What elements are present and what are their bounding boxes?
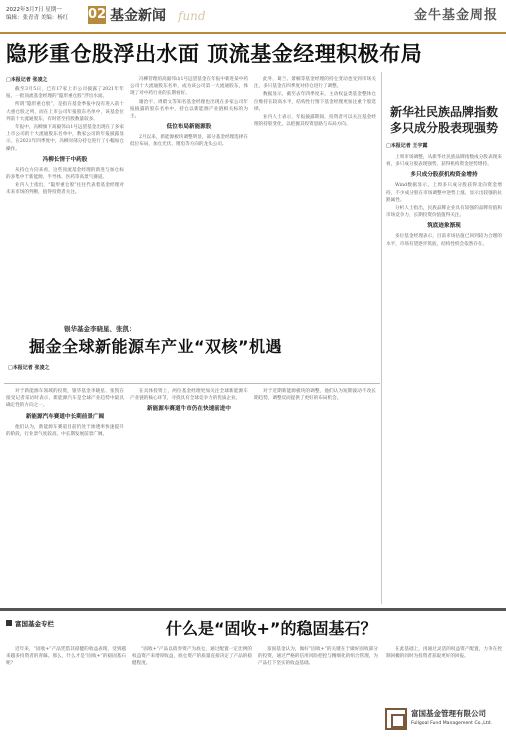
square-icon	[6, 620, 12, 626]
lead-subhead: 冯柳长情于中药股	[42, 156, 88, 163]
feature-paragraph: 在具体投资上，两位基金经理更加关注全球新能源车产业链的核心环节，寻找具有全球竞争力的优质企业。	[130, 389, 248, 402]
column-paragraph: “固收+”产品以债券资产为底仓，通过配置一定比例的权益资产来增厚收益，底仓资产的质量直接决定了产品的稳健程度。	[132, 647, 252, 667]
section-separator	[0, 608, 506, 611]
lead-paragraph: 业内人士指出，“隐形重仓股”往往代表着基金经理对未来市场的判断，值得投资者关注。	[6, 183, 124, 196]
feature-byline: □本报记者 张凌之	[8, 365, 50, 371]
feature-paragraph: 对于近期新能源板块的调整，他们认为短期波动不改长期趋势，调整反而提供了更好的布局机会。	[254, 389, 376, 402]
lead-column-2	[130, 76, 248, 316]
page-header	[0, 0, 506, 34]
sidebar-paragraph: 多位基金经理表示，目前市场估值已回到较为合理的水平，市场有望逐步筑底，结构性机会依然存在。	[386, 234, 502, 247]
paper-name: 金牛基金周报	[413, 8, 498, 23]
feature-header	[4, 320, 380, 384]
lead-paragraph: 此外，葛兰、萧楠等基金经理的持仓变动也受到市场关注，多只基金在四季度对持仓进行了调整。	[254, 77, 376, 90]
column-paragraph: 在此基础上，再通过灵活的权益资产配置，力争在控制回撤的同时为投资者获取更好的回报。	[386, 647, 502, 660]
lead-paragraph: 业内人士表示，年报披露期间，投资者可以关注基金经理的持股变化，以把握其投资思路与布局方向。	[254, 115, 376, 128]
lead-column-1	[6, 76, 124, 316]
issue-meta	[6, 6, 68, 22]
fullgoal-logo	[385, 706, 503, 734]
feature-subhead: 新能源车赛道牛市仍在快速前进中	[147, 406, 231, 413]
lead-paragraph: 2月以来，新能源板块调整明显，部分基金经理选择在低位布局，加仓光伏、锂电等方向的龙头公司。	[130, 135, 248, 148]
sidebar-paragraph: Wind数据显示，上周多只成分股获得北向资金增持，不少成分股在市场调整中逆势上涨，显示出较强的抗跌属性。	[386, 183, 502, 203]
column-paragraph: 富国基金认为，做好“固收+”的关键在于做好固收部分的投资，通过严格的信用风险把控与精细化的组合管理，为产品打下坚实的收益基础。	[258, 647, 378, 667]
feature-subhead: 新能源汽车赛道中长期前景广阔	[25, 413, 105, 420]
sidebar-byline: □本报记者 王宇露	[386, 143, 428, 149]
sidebar-body	[386, 154, 502, 604]
sidebar-headline: 新华社民族品牌指数多只成分股表现强势	[389, 105, 498, 135]
column-body-2	[132, 646, 252, 742]
logo-name-cn: 富国基金管理有限公司	[411, 709, 486, 718]
column-paragraph: 近年来，“固收+”产品凭借其稳健的收益表现，受到越来越多投资者的青睐。那么，什么才是“固收+”的稳固基石呢？	[6, 647, 126, 667]
feature-column-1	[6, 388, 124, 604]
lead-paragraph: 从持仓方向来看，这些顶流基金经理的新进与加仓标的多集中于新能源、半导体、医药等高景气赛道。	[6, 167, 124, 181]
lead-paragraph: 数据显示，截至去年四季度末，主动权益类基金整体仓位维持在较高水平，结构性行情下基金经理更加注重个股选择。	[254, 92, 376, 112]
lead-column-3	[254, 76, 376, 316]
feature-subtitle: 银华基金李晓星、张凯：	[64, 325, 136, 333]
lead-paragraph: 所谓“隐形重仓股”，是指在基金季报中没有进入前十大重仓股之列，而在上市公司年报股东名单中，该基金位列前十大流通股东，有时甚至持股数量较多。	[6, 102, 124, 122]
feature-column-3	[254, 388, 376, 604]
column-divider	[381, 72, 382, 604]
column-headline: 什么是“固收+”的稳固基石？	[166, 619, 377, 638]
lead-paragraph: 谢治宇、周蔚文等知名基金经理也出现在多家公司年报披露的股东名单中，持仓以新能源产业链相关标的为主。	[130, 99, 248, 120]
editor-line: 编辑：张青青 美编：杨红	[6, 15, 69, 21]
sidebar-paragraph: 上周市场调整，从新华社民族品牌指数成分股表现来看，多只成分股表现强势，获得机构资金逆势增持。	[386, 155, 502, 168]
sidebar-paragraph: 分析人士指出，民族品牌企业具有较强的品牌价值和市场竞争力，长期投资价值值得关注。	[386, 206, 502, 219]
lead-byline: □本报记者 张凌之	[6, 77, 48, 83]
sidebar-subhead: 筑底迹象渐现	[427, 223, 461, 230]
lead-headline: 隐形重仓股浮出水面 顶流基金经理积极布局	[6, 42, 423, 66]
feature-column-2	[130, 388, 248, 604]
sidebar-subhead: 多只成分股获机构资金增持	[410, 172, 478, 179]
section-en: fund	[178, 9, 206, 23]
column-body-1	[6, 646, 126, 742]
lead-paragraph: 年报中，冯柳旗下高毅邻山1号远望基金出现在了多家上市公司的十大流通股东名单中，数家公司的年报披露显示，在2021年四季度中，冯柳对部分持仓进行了小幅加仓操作。	[6, 125, 124, 152]
section-title: 基金新闻	[110, 8, 166, 24]
lead-subhead: 低位布局新能源股	[166, 124, 212, 131]
column-body-4	[386, 646, 502, 702]
column-tag-label: 富国基金专栏	[15, 620, 54, 628]
logo-name-en: Fullgoal Fund Management Co.,Ltd.	[411, 721, 493, 726]
lead-paragraph: 截至3月5日，已有17家上市公司披露了2021年年报，一批顶流基金经理的“隐形重仓股”浮出水面。	[6, 87, 124, 100]
feature-paragraph: 他们认为，新能源车赛道目前仍处于渗透率快速提升的阶段，行业景气度较高，中长期发展前景广阔。	[6, 424, 124, 437]
feature-headline: 掘金全球新能源车产业“双核”机遇	[29, 337, 283, 356]
feature-paragraph: 对于新能源车领域的投资，银华基金李晓星、张凯在接受记者采访时表示，新能源汽车是全球产业趋势中最具确定性的方向之一。	[6, 389, 124, 409]
fullgoal-logo-icon	[385, 708, 407, 730]
issue-date: 2022年3月7日 星期一	[6, 7, 62, 13]
lead-paragraph: 冯柳管理的高毅邻山1号远望基金在年报中新进某中药公司十大流通股东名单，成为该公司第一大流通股东，体现了对中药行业的长期看好。	[130, 77, 248, 97]
column-body-3	[258, 646, 378, 742]
page-number: 02	[88, 7, 107, 22]
column-tag	[6, 619, 54, 629]
